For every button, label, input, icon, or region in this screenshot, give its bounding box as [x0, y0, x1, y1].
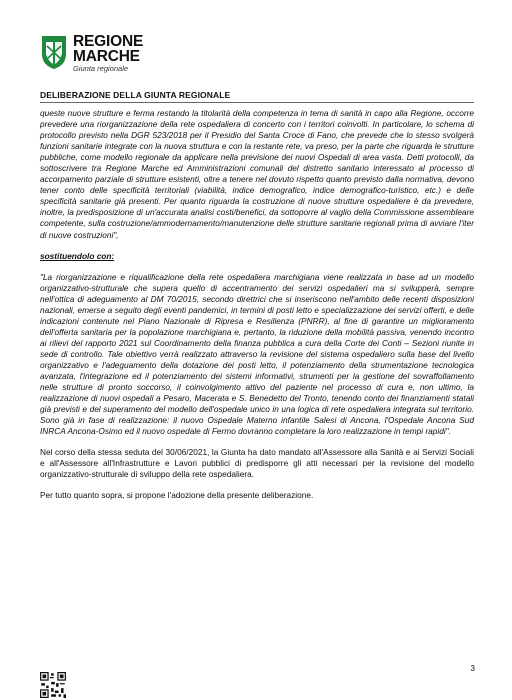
heading-divider [40, 102, 474, 103]
logo-title [73, 35, 143, 64]
regione-marche-emblem-icon [40, 34, 68, 70]
logo-title-line1: REGIONE [73, 33, 144, 50]
document-heading: DELIBERAZIONE DELLA GIUNTA REGIONALE [40, 90, 231, 100]
paragraph-quoted-original: queste nuove strutture e ferma restando la titolarità della competenza in tema di sanità in capo alla Regione, occorre prevedere una riorganizzazione della rete ospedaliera di concerto con i territori coinvolti. In particolare, lo schema di protocollo previsto nella DGR 523/2018 per il Presidio del Santa Croce di Fano, che prevede che lo stesso svolgerà funzioni sanitarie integrate con la nuova struttura e con la restante rete, va preso, per la parte che riguarda le strutture pubbliche, come modello regionale da applicare nella previsione dei nuovi Ospedali di area vasta. Detti protocolli, da sottoscrivere tra Regione Marche ed Amministrazioni comunali del distretto sanitario interessato al processo di accorpamento parziale di strutture esistenti, oltre a tenere nel dovuto rispetto quanto previsto dalla normativa, devono tener conto delle specificità territoriali (viabilità, indice demografico, indice demografico-turistico, etc.) e delle specificità sanitarie già presenti. Per quanto riguarda la costruzione di nuove strutture ospedaliere è da prevedere, inoltre, la predisposizione di un'accurata analisi costi/benefici, da sottoporre al vaglio della Commissione assembleare competente, sulla costruzione/ammodernamento/manutenzione delle strutture sanitarie regionali prima di avviare l'iter di nuove costruzioni", [40, 108, 474, 240]
regione-marche-logo [40, 34, 200, 76]
logo-subtitle: Giunta regionale [73, 64, 129, 73]
logo-title-line2: MARCHE [73, 47, 140, 65]
page-number: 3 [470, 664, 475, 673]
document-body [40, 108, 474, 502]
section-title: sostituendolo con: [40, 250, 115, 261]
paragraph-session-mandate: Nel corso della stessa seduta del 30/06/2021, la Giunta ha dato mandato all'Assessore alla Sanità e ai Servizi Sociali e all'Assessore all'Infrastrutture e Lavori pubblici di predisporre gli atti necessari per la revisione del modello organizzativo-strutturale di sviluppo della rete ospedaliera. [40, 447, 474, 480]
paragraph-proposal: Per tutto quanto sopra, si propone l'adozione della presente deliberazione. [40, 490, 314, 501]
qr-code-icon [40, 672, 66, 698]
paragraph-replacement-text: "La riorganizzazione e riqualificazione della rete ospedaliera marchigiana viene realizzata in base ad un modello organizzativo-strutturale che supera quello di accentramento dei servizi ospedalieri ma si svilupperà, sempre nell'ottica di adeguamento al DM 70/2015, secondo direttrici che si inseriscono nell'ambito delle recenti disposizioni nazionali, emerse a seguito degli eventi pandemici, in termini di posti letto e specializzazione dei servizi offerti, e delle indicazioni contenute nel Piano Nazionale di Ripresa e Resilienza (PNRR), al fine di garantire un miglioramento dell'offerta sanitaria per la popolazione marchigiana e, pertanto, la riduzione della mobilità passiva, venendo incontro ai rilievi del rapporto 2021 sul Coordinamento della finanza pubblica a cura della Corte dei Conti – Sezioni riunite in sede di controllo. Tale obiettivo verrà realizzato attraverso la revisione del sistema ospedaliero sulla base del livello organizzativo e l'adeguamento della dotazione dei posti letto, il potenziamento della strumentazione tecnologica avanzata, l'integrazione ed il potenziamento dei sistemi informativi, strumenti per la gestione del sovraffollamento nelle strutture di pronto soccorso, il coinvolgimento attivo del paziente nel processo di cura e, non ultimo, la realizzazione di nuovi ospedali a Pesaro, Macerata e S. Benedetto del Tronto, tenendo conto dei finanziamenti statali già previsti e del superamento del modello dell'ospedale unico in una logica di rete ospedaliera integrata sul territorio. Sono già in fase di realizzazione: il nuovo Ospedale Materno infantile Salesi di Ancona, l'Ospedale Ancona Sud INRCA Ancona-Osimo ed il nuovo ospedale di Fermo dovranno completare la loro realizzazione in tempi rapidi". [40, 271, 474, 437]
